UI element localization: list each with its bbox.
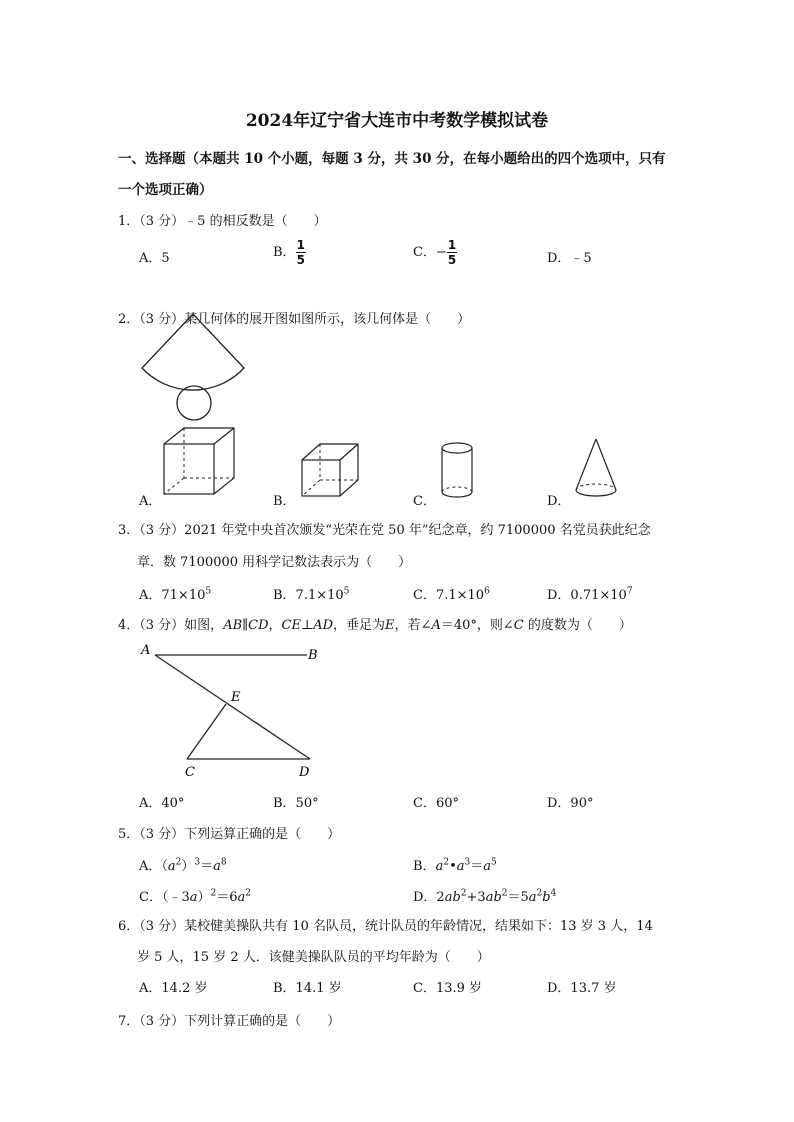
q5-c-exp2: 2 [245,888,252,899]
q1-option-d: D．﹣5 [547,251,592,266]
q5-b-exp2: 3 [464,857,471,868]
q2-cone-figure [572,436,622,502]
q4-stem-c: C [513,618,524,633]
q6-option-d: D．13.7 岁 [547,981,617,996]
q6-stem-line2: 岁 5 人，15 岁 2 人．该健美操队队员的平均年龄为（ ） [137,950,490,965]
q1-option-b-prefix: B． [273,245,296,260]
q5-a-exp2: 3 [194,857,201,868]
q5-a-mid: ） [181,859,195,874]
q3-option-b [273,584,349,603]
q4-stem-parallel: ∥ [242,618,249,633]
q5-d-var3: a [528,890,537,905]
q4-stem [118,614,632,633]
q3-d-base: D．0.71×10 [547,588,627,603]
q5-option-d [413,886,556,905]
q2-cube-figure [160,424,240,499]
q5-c-var2: a [237,890,246,905]
q4-option-d: D．90° [547,796,594,811]
q5-c-eq: ＝6 [216,890,238,905]
q4-stem-value: ＝40°，则∠ [440,618,514,633]
q5-a-var2: a [213,859,221,874]
q6-option-a: A．14.2 岁 [139,981,208,996]
q4-stem-ad: AD [313,618,334,633]
page-title: 2024年辽宁省大连市中考数学模拟试卷 [245,111,549,131]
q1-option-a: A．5 [139,251,170,266]
label-b: B [308,648,318,663]
label-c: C [185,765,195,780]
q1-b-denominator: 5 [296,253,305,267]
q2-cuboid-figure [298,440,363,500]
q5-option-a [139,855,227,874]
q3-c-exp: 6 [484,586,490,597]
net-sector [142,314,244,390]
q4-stem-if: ，若∠ [394,618,432,633]
q2-option-d: D． [547,494,571,509]
q5-d-exp1: 2 [460,888,467,899]
q5-a-prefix: A．（ [139,859,168,874]
q5-d-var1: ab [444,890,461,905]
q5-b-dot: • [449,859,457,874]
q6-option-c: C．13.9 岁 [413,981,483,996]
q4-option-a: A．40° [139,796,185,811]
q5-c-var1: a [189,890,198,905]
label-e: E [231,690,241,705]
q4-stem-foot: ，垂足为 [333,618,386,633]
label-d: D [299,765,310,780]
net-circle [177,386,211,420]
q3-stem-line1: 3．（3 分）2021 年党中央首次颁发“光荣在党 50 年”纪念章，约 7100000 名党员获此纪念 [118,523,651,538]
q3-c-base: C．7.1×10 [413,588,485,603]
q5-b-var2: a [456,859,465,874]
segment-ad [155,655,310,759]
q5-d-var2: ab [485,890,502,905]
q4-stem-ab: AB [223,618,243,633]
q5-d-exp3: 2 [536,888,543,899]
q5-option-c [139,886,251,905]
q4-stem-end: 的度数为（ ） [523,618,632,633]
q5-b-exp3: 5 [491,857,497,868]
q6-stem-line1: 6．（3 分）某校健美操队共有 10 名队员，统计队员的年龄情况，结果如下：13 岁 3 人，14 [118,919,653,934]
q5-c-mid: ） [197,890,211,905]
q1-c-numerator: 1 [447,238,457,252]
q1-option-c-fraction [447,238,457,267]
q1-c-denominator: 5 [447,253,457,267]
q4-stem-comma: ， [268,618,282,633]
section-heading-line1: 一、选择题（本题共 10 个小题，每题 3 分，共 30 分，在每小题给出的四个选项中，只有 [118,151,666,167]
q4-stem-prefix: 4．（3 分）如图， [118,618,224,633]
q5-stem: 5．（3 分）下列运算正确的是（ ） [118,827,341,842]
q7-stem: 7．（3 分）下列计算正确的是（ ） [118,1014,341,1029]
q5-b-var3: a [483,859,492,874]
q4-stem-ce: CE [281,618,301,633]
q3-option-d [547,584,633,603]
section-heading-line2: 一个选项正确） [118,182,213,198]
q5-d-eq: ＝5 [507,890,529,905]
q2-cylinder-figure [438,440,478,502]
q5-d-prefix: D．2 [413,890,445,905]
q3-option-a [139,584,211,603]
q2-stem: 2．（3 分）某几何体的展开图如图所示，该几何体是（ ） [118,312,471,327]
q3-a-base: A．71×10 [139,588,206,603]
q5-b-prefix: B． [413,859,436,874]
q1-option-c-prefix: C．− [413,245,447,260]
q1-b-numerator: 1 [296,238,305,252]
q4-option-b: B．50° [273,796,319,811]
q5-a-exp1: 2 [175,857,182,868]
q5-d-exp2: 2 [501,888,508,899]
q1-stem: 1．（3 分）﹣5 的相反数是（ ） [118,214,327,229]
q4-stem-e: E [385,618,395,633]
q5-option-b [413,855,497,874]
q5-d-plus: +3 [466,890,486,905]
q2-net-figure [135,310,255,425]
label-a: A [141,643,151,658]
q5-b-eq: ＝ [470,859,484,874]
segment-ce [187,704,226,759]
q1-option-b [273,238,306,267]
q5-a-eq: ＝ [200,859,214,874]
q3-stem-line2: 章．数 7100000 用科学记数法表示为（ ） [137,555,412,570]
q3-b-base: B．7.1×10 [273,588,344,603]
q4-stem-cd: CD [248,618,269,633]
q4-geometry-figure [135,640,335,785]
q4-stem-perp: ⊥ [300,618,314,633]
q3-a-exp: 5 [205,586,212,597]
q4-stem-a: A [431,618,441,633]
q5-c-exp1: 2 [210,888,217,899]
q3-option-c [413,584,490,603]
q1-option-b-fraction [296,238,306,267]
q4-option-c: C．60° [413,796,459,811]
q2-option-c: C． [413,494,436,509]
q5-a-exp3: 8 [220,857,227,868]
q5-d-var4: b [542,890,551,905]
q5-d-exp4: 4 [550,888,557,899]
q2-option-b: B． [273,494,296,509]
q6-option-b: B．14.1 岁 [273,981,342,996]
q5-b-var1: a [435,859,444,874]
q3-b-exp: 5 [343,586,350,597]
q2-option-a: A． [139,494,162,509]
q5-c-prefix: C．（﹣3 [139,890,190,905]
q3-d-exp: 7 [626,586,633,597]
q1-option-c [413,238,457,267]
q5-a-var: a [167,859,176,874]
q5-b-exp1: 2 [443,857,450,868]
